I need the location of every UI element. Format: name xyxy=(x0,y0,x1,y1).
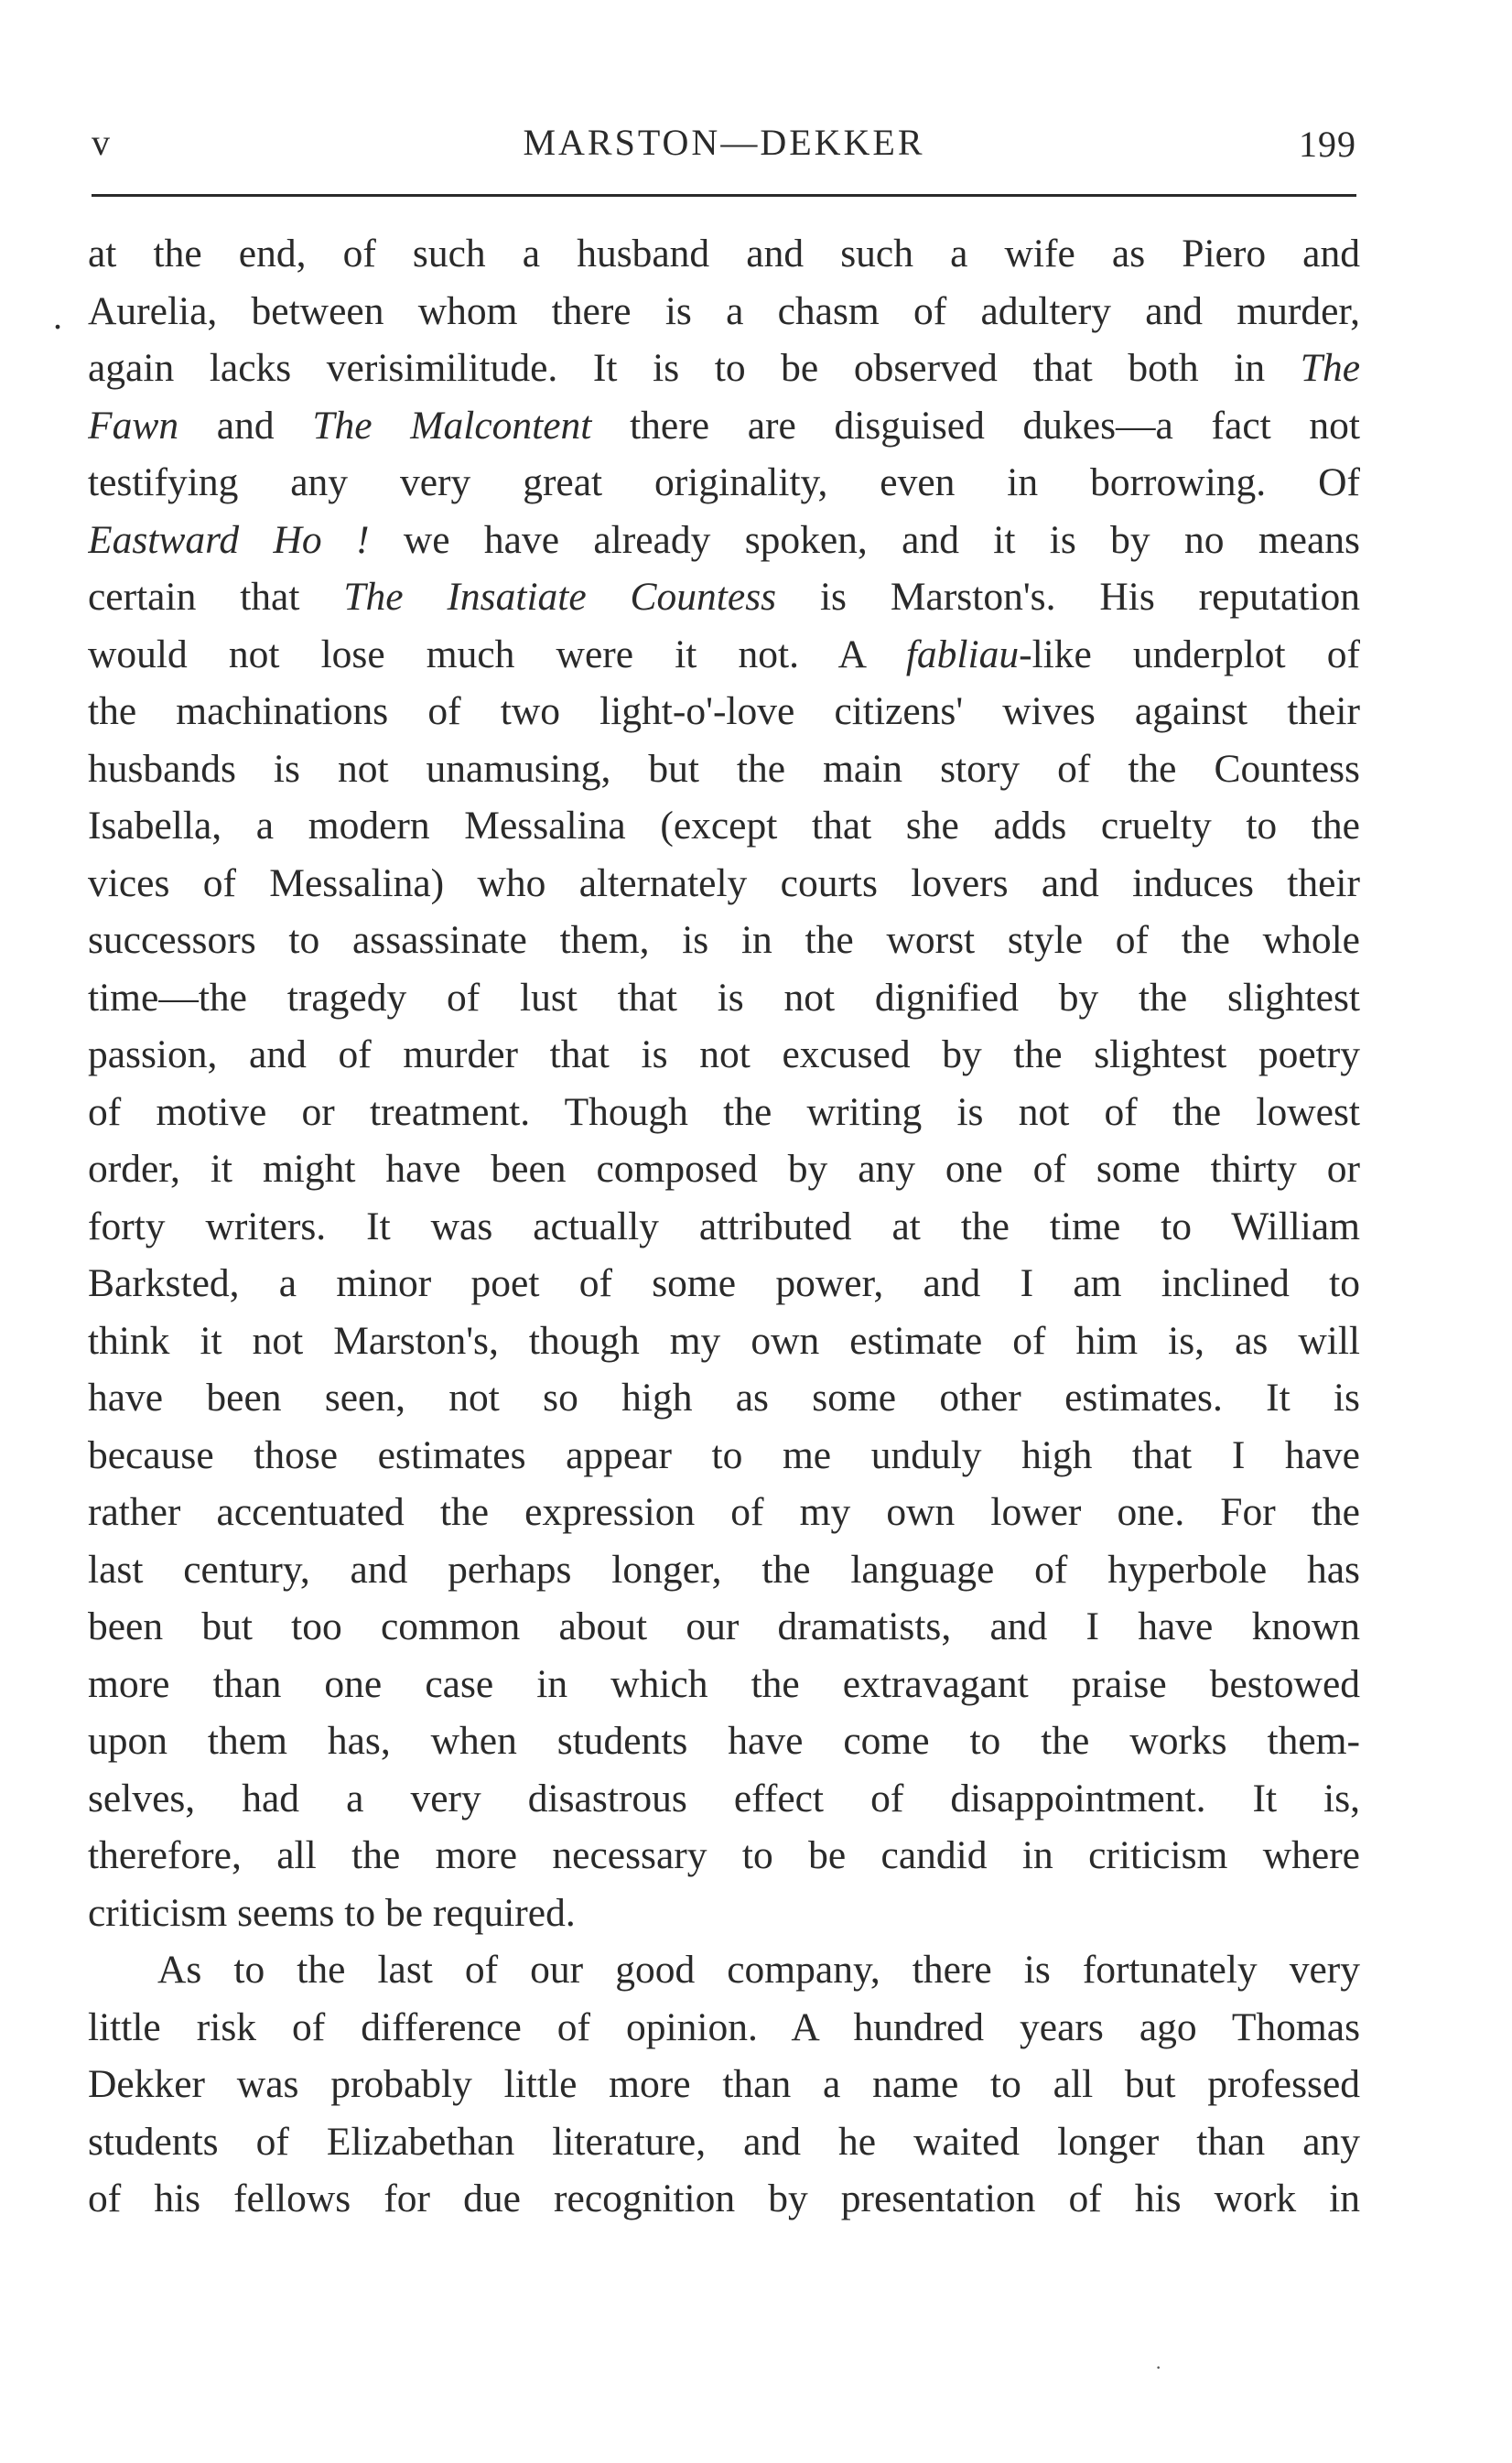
text-segment: again lacks verisimilitude. It is to be observed that both in xyxy=(88,346,1301,390)
text-segment: As to the last of our good company, there is fortunately very xyxy=(157,1948,1360,1992)
text-segment: of his fellows for due recognition by presentation of his work in xyxy=(88,2177,1360,2220)
text-line xyxy=(88,1598,1360,1656)
text-segment: and xyxy=(178,403,313,448)
body-text xyxy=(88,225,1360,2228)
text-line xyxy=(88,1941,1360,1999)
text-segment: Dekker was probably little more than a name to all but professed xyxy=(88,2062,1360,2106)
text-segment: the machinations of two light-o'-love citizens' wives against their xyxy=(88,689,1360,733)
text-segment: -like underplot of xyxy=(1019,632,1360,676)
text-line xyxy=(88,454,1360,512)
text-segment: of motive or treatment. Though the writing is not of the lowest xyxy=(88,1089,1360,1134)
section-number: v xyxy=(92,122,112,163)
text-line xyxy=(88,2113,1360,2171)
text-segment: is Marston's. His reputation xyxy=(776,575,1360,619)
italic-title: Eastward Ho ! xyxy=(88,517,370,562)
margin-mark: . xyxy=(53,296,62,337)
text-segment: because those estimates appear to me unduly high that I have xyxy=(88,1432,1360,1477)
text-line xyxy=(88,568,1360,626)
text-line xyxy=(88,1712,1360,1770)
text-line xyxy=(88,1084,1360,1141)
text-line xyxy=(88,1255,1360,1313)
page-number: 199 xyxy=(1299,124,1356,165)
text-segment: therefore, all the more necessary to be candid in criticism where xyxy=(88,1833,1360,1877)
italic-title: The Malcontent xyxy=(312,403,592,448)
italic-title: The xyxy=(1300,346,1360,390)
text-line xyxy=(88,740,1360,798)
italic-title: The Insatiate Countess xyxy=(343,575,777,619)
text-segment: husbands is not unamusing, but the main story of the Countess xyxy=(88,746,1360,791)
text-line xyxy=(88,283,1360,340)
italic-title: fabliau xyxy=(905,632,1020,676)
text-segment: think it not Marston's, though my own estimate of him is, as will xyxy=(88,1318,1360,1363)
text-line xyxy=(88,1541,1360,1599)
text-line xyxy=(88,855,1360,913)
text-segment: we have already spoken, and it is by no means xyxy=(369,517,1360,562)
text-line xyxy=(88,626,1360,684)
text-segment: would not lose much were it not. A xyxy=(88,632,906,676)
text-segment: little risk of difference of opinion. A hundred years ago Thomas xyxy=(88,2004,1360,2049)
header-rule xyxy=(92,194,1356,197)
text-segment: selves, had a very disastrous effect of disappointment. It is, xyxy=(88,1776,1360,1820)
text-segment: Aurelia, between whom there is a chasm of adultery and murder, xyxy=(88,288,1360,333)
text-segment: order, it might have been composed by any one of some thirty or xyxy=(88,1147,1360,1191)
text-segment: upon them has, when students have come to the works them- xyxy=(88,1719,1360,1763)
text-line xyxy=(88,1885,1360,1942)
text-line xyxy=(88,1026,1360,1084)
text-line xyxy=(88,2056,1360,2113)
text-line xyxy=(88,683,1360,740)
text-line xyxy=(88,340,1360,397)
text-segment: passion, and of murder that is not excused by the slightest poetry xyxy=(88,1032,1360,1076)
text-segment: time—the tragedy of lust that is not dignified by the slightest xyxy=(88,975,1360,1020)
text-line xyxy=(88,1313,1360,1370)
text-segment: there are disguised dukes—a fact not xyxy=(591,403,1360,448)
stray-mark: · xyxy=(1155,2356,1162,2379)
text-segment: last century, and perhaps longer, the language of hyperbole has xyxy=(88,1547,1360,1592)
text-segment: Barksted, a minor poet of some power, and I am inclined to xyxy=(88,1261,1360,1305)
text-segment: vices of Messalina) who alternately courts lovers and induces their xyxy=(88,860,1360,905)
text-line xyxy=(88,1140,1360,1198)
text-segment: at the end, of such a husband and such a wife as Piero and xyxy=(88,232,1360,275)
text-line xyxy=(88,1656,1360,1713)
text-line xyxy=(88,1770,1360,1828)
text-segment: successors to assassinate them, is in the worst style of the whole xyxy=(88,918,1360,962)
text-line xyxy=(88,797,1360,855)
text-line xyxy=(88,397,1360,455)
text-line xyxy=(88,1999,1360,2057)
text-line xyxy=(88,1827,1360,1885)
text-segment: criticism seems to be required. xyxy=(88,1890,576,1935)
text-segment: been but too common about our dramatists, and I have known xyxy=(88,1604,1360,1648)
text-line xyxy=(88,1427,1360,1485)
text-line xyxy=(88,1198,1360,1256)
text-segment: forty writers. It was actually attributed at the time to William xyxy=(88,1204,1360,1248)
italic-title: Fawn xyxy=(88,403,179,448)
text-segment: testifying any very great originality, even in borrowing. Of xyxy=(88,460,1360,504)
text-line xyxy=(88,1369,1360,1427)
text-segment: Isabella, a modern Messalina (except that she adds cruelty to the xyxy=(88,804,1360,848)
text-segment: students of Elizabethan literature, and he waited longer than any xyxy=(88,2119,1360,2164)
text-line xyxy=(88,969,1360,1027)
text-line xyxy=(88,1484,1360,1541)
running-head xyxy=(92,121,1356,176)
text-segment: rather accentuated the expression of my own lower one. For the xyxy=(88,1490,1360,1534)
text-line xyxy=(88,912,1360,969)
text-segment: more than one case in which the extravagant praise bestowed xyxy=(88,1661,1360,1706)
text-line xyxy=(88,512,1360,569)
text-segment: certain that xyxy=(88,575,344,619)
running-title: MARSTON—DEKKER xyxy=(523,122,925,163)
text-line xyxy=(88,225,1360,283)
text-segment: have been seen, not so high as some other estimates. It is xyxy=(88,1376,1360,1420)
text-line xyxy=(88,2170,1360,2228)
